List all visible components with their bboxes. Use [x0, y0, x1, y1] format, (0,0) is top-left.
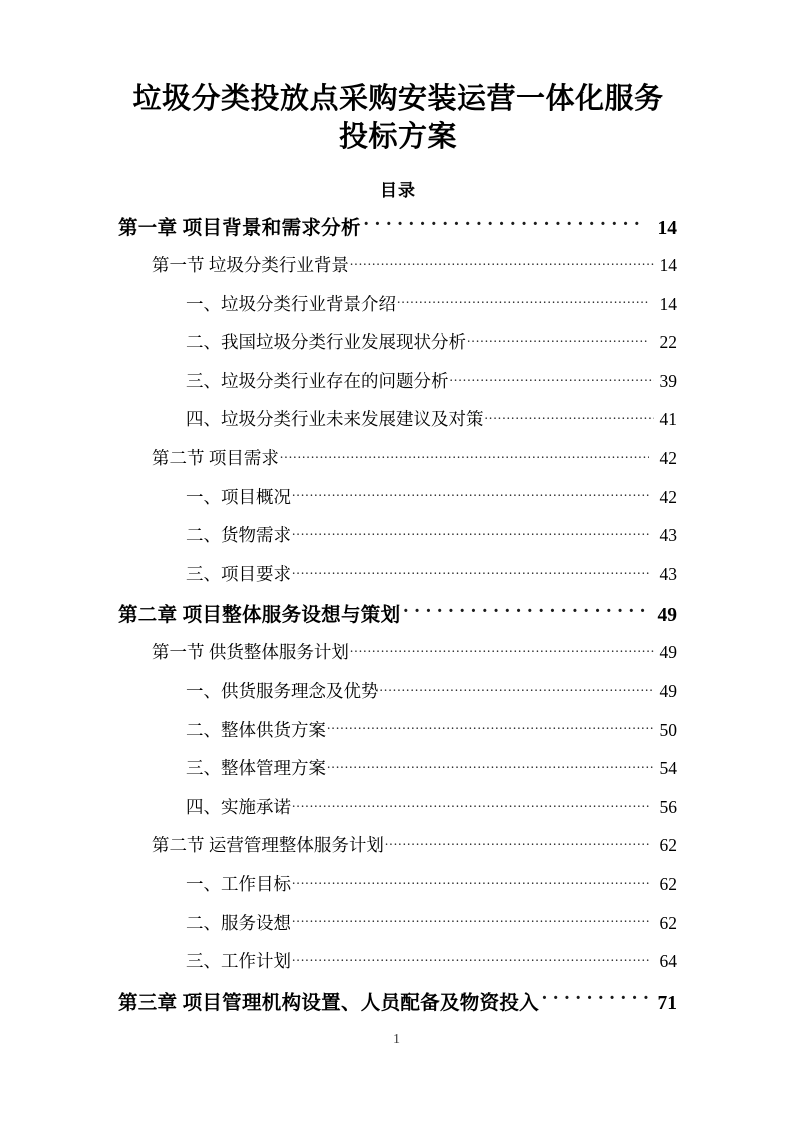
toc-entry-label: 三、工作计划 — [186, 951, 291, 972]
toc-dot-leader — [292, 562, 649, 580]
toc-entry[interactable] — [0, 871, 793, 910]
toc-dot-leader — [380, 679, 655, 697]
toc-entry-page-number: 50 — [659, 719, 677, 740]
toc-entry-label: 第一章 项目背景和需求分析 — [118, 218, 361, 239]
toc-dot-leader — [397, 292, 649, 310]
toc-entry-page-number: 39 — [659, 370, 677, 391]
toc-entry-label: 三、整体管理方案 — [186, 758, 326, 779]
toc-entry-label: 第一节 供货整体服务计划 — [152, 642, 349, 663]
toc-dot-leader — [292, 950, 649, 968]
table-of-contents — [0, 212, 793, 1027]
toc-entry-page-number: 43 — [659, 525, 677, 546]
toc-dot-leader — [467, 331, 649, 349]
toc-entry[interactable] — [0, 639, 793, 678]
toc-entry-label: 四、实施承诺 — [186, 796, 291, 817]
toc-entry-page-number: 62 — [659, 835, 677, 856]
toc-entry-label: 一、工作目标 — [186, 873, 291, 894]
document-title: 垃圾分类投放点采购安装运营一体化服务投标方案 — [132, 83, 664, 154]
toc-entry-label: 三、项目要求 — [186, 563, 291, 584]
toc-entry-page-number: 14 — [659, 293, 677, 314]
toc-dot-leader — [292, 524, 649, 542]
toc-entry-page-number: 62 — [659, 873, 677, 894]
toc-entry[interactable] — [0, 794, 793, 833]
toc-dot-leader — [350, 641, 654, 659]
toc-entry-label: 四、垃圾分类行业未来发展建议及对策 — [186, 409, 484, 430]
toc-entry[interactable] — [0, 291, 793, 330]
toc-entry[interactable] — [0, 522, 793, 561]
toc-entry[interactable] — [0, 948, 793, 987]
toc-entry[interactable] — [0, 987, 793, 1027]
toc-entry-page-number: 22 — [659, 332, 677, 353]
toc-entry-page-number: 56 — [659, 796, 677, 817]
toc-entry-label: 第二章 项目整体服务设想与策划 — [118, 605, 401, 627]
toc-entry-label: 第二节 项目需求 — [152, 447, 279, 468]
toc-entry-label: 第一节 垃圾分类行业背景 — [152, 255, 349, 275]
toc-entry-page-number: 42 — [659, 486, 677, 507]
toc-entry[interactable] — [0, 910, 793, 949]
toc-entry-page-number: 64 — [659, 951, 677, 972]
toc-entry-label: 二、我国垃圾分类行业发展现状分析 — [186, 332, 466, 353]
toc-entry[interactable] — [0, 368, 793, 407]
toc-entry[interactable] — [0, 599, 793, 639]
toc-entry[interactable] — [0, 329, 793, 368]
toc-dot-leader — [292, 911, 649, 929]
toc-entry-page-number: 71 — [657, 992, 677, 1014]
toc-entry-label: 二、货物需求 — [186, 525, 291, 546]
toc-entry[interactable] — [0, 561, 793, 600]
toc-entry-label: 三、垃圾分类行业存在的问题分析 — [186, 370, 449, 391]
toc-dot-leader — [350, 254, 654, 272]
toc-entry[interactable] — [0, 678, 793, 717]
toc-heading: 目录 — [380, 181, 416, 200]
footer-page-number: 1 — [393, 1032, 400, 1047]
toc-entry-page-number: 43 — [659, 563, 677, 584]
toc-entry-page-number: 54 — [659, 758, 677, 779]
toc-entry-page-number: 14 — [659, 255, 677, 275]
toc-dot-leader — [485, 408, 655, 426]
toc-dot-leader — [292, 485, 649, 503]
toc-entry-page-number: 49 — [659, 642, 677, 663]
toc-entry[interactable] — [0, 252, 793, 291]
toc-entry-page-number: 41 — [659, 409, 677, 430]
toc-entry[interactable] — [0, 717, 793, 756]
toc-entry-label: 二、服务设想 — [186, 912, 291, 933]
toc-entry-label: 二、整体供货方案 — [186, 719, 326, 740]
toc-entry[interactable] — [0, 212, 793, 252]
toc-entry-label: 一、供货服务理念及优势 — [186, 680, 379, 701]
toc-entry-page-number: 42 — [659, 447, 677, 468]
toc-entry[interactable] — [0, 406, 793, 445]
toc-entry[interactable] — [0, 755, 793, 794]
toc-dot-leader — [450, 369, 655, 387]
toc-dot-leader — [327, 757, 654, 775]
toc-entry[interactable] — [0, 445, 793, 484]
toc-entry[interactable] — [0, 832, 793, 871]
toc-entry-page-number: 62 — [659, 912, 677, 933]
toc-dot-leader — [364, 215, 646, 235]
toc-dot-leader — [385, 834, 649, 852]
toc-entry-label: 第三章 项目管理机构设置、人员配备及物资投入 — [118, 992, 539, 1014]
toc-entry-label: 一、项目概况 — [186, 486, 291, 507]
toc-entry-page-number: 49 — [659, 680, 677, 701]
toc-dot-leader — [403, 602, 646, 622]
toc-entry-page-number: 14 — [657, 218, 677, 239]
toc-dot-leader — [542, 989, 651, 1009]
toc-dot-leader — [292, 795, 649, 813]
toc-entry-page-number: 49 — [657, 605, 677, 627]
toc-dot-leader — [327, 718, 654, 736]
toc-entry-label: 第二节 运营管理整体服务计划 — [152, 835, 384, 856]
toc-entry-label: 一、垃圾分类行业背景介绍 — [186, 293, 396, 314]
toc-dot-leader — [292, 872, 649, 890]
toc-entry[interactable] — [0, 484, 793, 523]
toc-dot-leader — [280, 446, 649, 464]
